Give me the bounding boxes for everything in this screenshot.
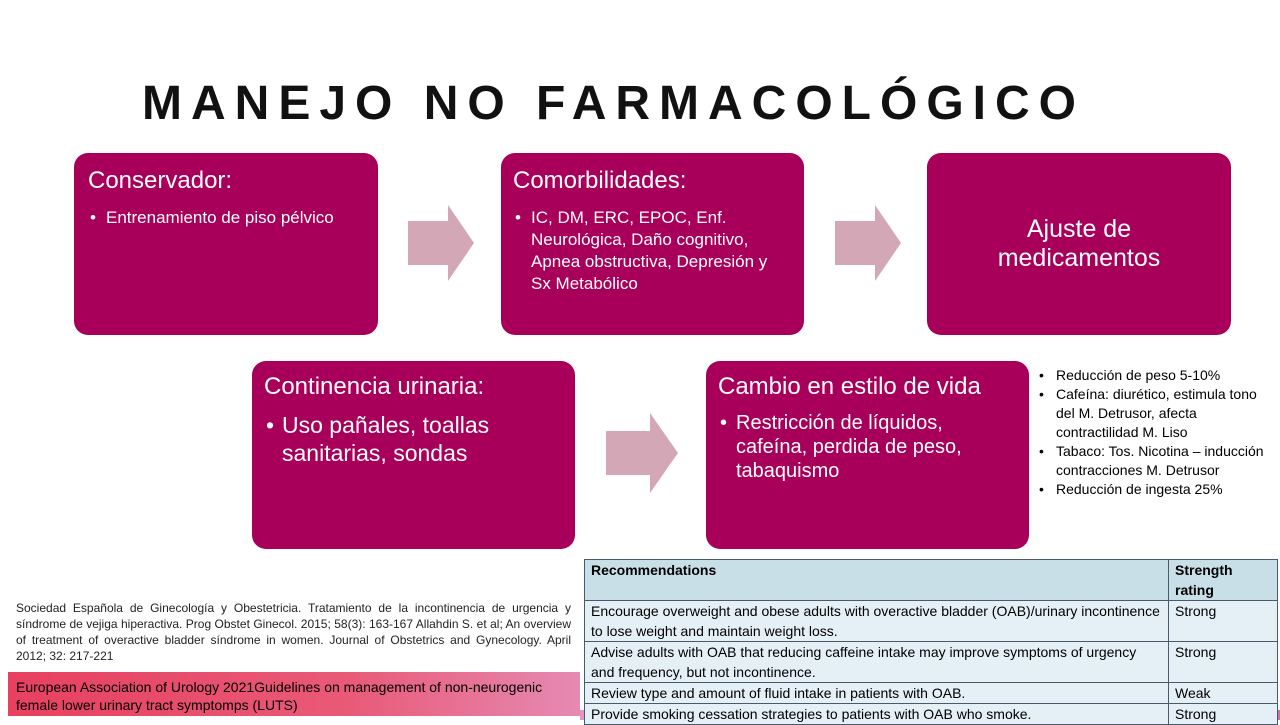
side-note: • Cafeína: diurético, estimula tono del M. Detrusor, afecta contractilidad M. Liso <box>1036 385 1272 442</box>
table-header-cell: Strength rating <box>1169 560 1278 601</box>
table-cell: Provide smoking cessation strategies to patients with OAB who smoke. <box>585 704 1169 725</box>
ajuste-box <box>927 153 1231 335</box>
continencia-item: • Uso pañales, toallas sanitarias, sondas <box>264 411 561 467</box>
conservador-heading: Conservador: <box>88 167 233 194</box>
comorbilidades-item: • IC, DM, ERC, EPOC, Enf. Neurológica, Daño cognitivo, Apnea obstructiva, Depresión y Sx Metabólico <box>513 207 790 295</box>
table-cell: Strong <box>1169 601 1278 642</box>
table-row <box>585 642 1278 683</box>
recommendations-table <box>584 559 1278 725</box>
conservador-box <box>74 153 378 335</box>
side-note: • Reducción de peso 5-10% <box>1036 366 1272 385</box>
continencia-box <box>252 361 575 549</box>
table-row <box>585 601 1278 642</box>
ajuste-text: Ajuste de medicamentos <box>997 215 1161 272</box>
continencia-heading: Continencia urinaria: <box>264 373 485 400</box>
side-note: • Reducción de ingesta 25% <box>1036 480 1272 499</box>
arrow-right-icon <box>835 205 901 281</box>
eau-reference-text: European Association of Urology 2021Guidelines on management of non-neurogenic female lower urinary tract symptomps (LUTS) <box>16 679 543 713</box>
estilo-vida-heading: Cambio en estilo de vida <box>718 373 981 400</box>
table-cell: Weak <box>1169 683 1278 704</box>
table-row <box>585 704 1278 725</box>
table-header-cell: Recommendations <box>585 560 1169 601</box>
reference-text: Sociedad Española de Ginecología y Obestetricia. Tratamiento de la incontinencia de urgencia y síndrome de vejiga hiperactiva. Prog Obstet Ginecol. 2015; 58(3): 163-167 Allahdin S. et al; An overview of treatment of overactive bladder síndrome in women. Journal of Obstetrics and Gynecology. April 2012; 32: 217-221 <box>16 601 571 663</box>
table-cell: Advise adults with OAB that reducing caffeine intake may improve symptoms of urgency and frequency, but not incontinence. <box>585 642 1169 683</box>
table-row <box>585 683 1278 704</box>
table-cell: Strong <box>1169 704 1278 725</box>
slide-title: MANEJO NO FARMACOLÓGICO <box>142 77 1086 130</box>
side-note: • Tabaco: Tos. Nicotina – inducción contracciones M. Detrusor <box>1036 442 1272 480</box>
arrow-right-icon <box>408 205 474 281</box>
comorbilidades-heading: Comorbilidades: <box>513 167 687 194</box>
table-header-row <box>585 560 1278 601</box>
arrow-right-icon <box>606 413 678 493</box>
estilo-vida-box <box>706 361 1029 549</box>
table-cell: Encourage overweight and obese adults with overactive bladder (OAB)/urinary incontinence to lose weight and maintain weight loss. <box>585 601 1169 642</box>
estilo-vida-item: • Restricción de líquidos, cafeína, perdida de peso, tabaquismo <box>718 411 1019 483</box>
table-cell: Review type and amount of fluid intake in patients with OAB. <box>585 683 1169 704</box>
comorbilidades-box <box>501 153 804 335</box>
side-notes-list <box>1036 366 1272 499</box>
conservador-item: • Entrenamiento de piso pélvico <box>88 207 364 229</box>
table-cell: Strong <box>1169 642 1278 683</box>
